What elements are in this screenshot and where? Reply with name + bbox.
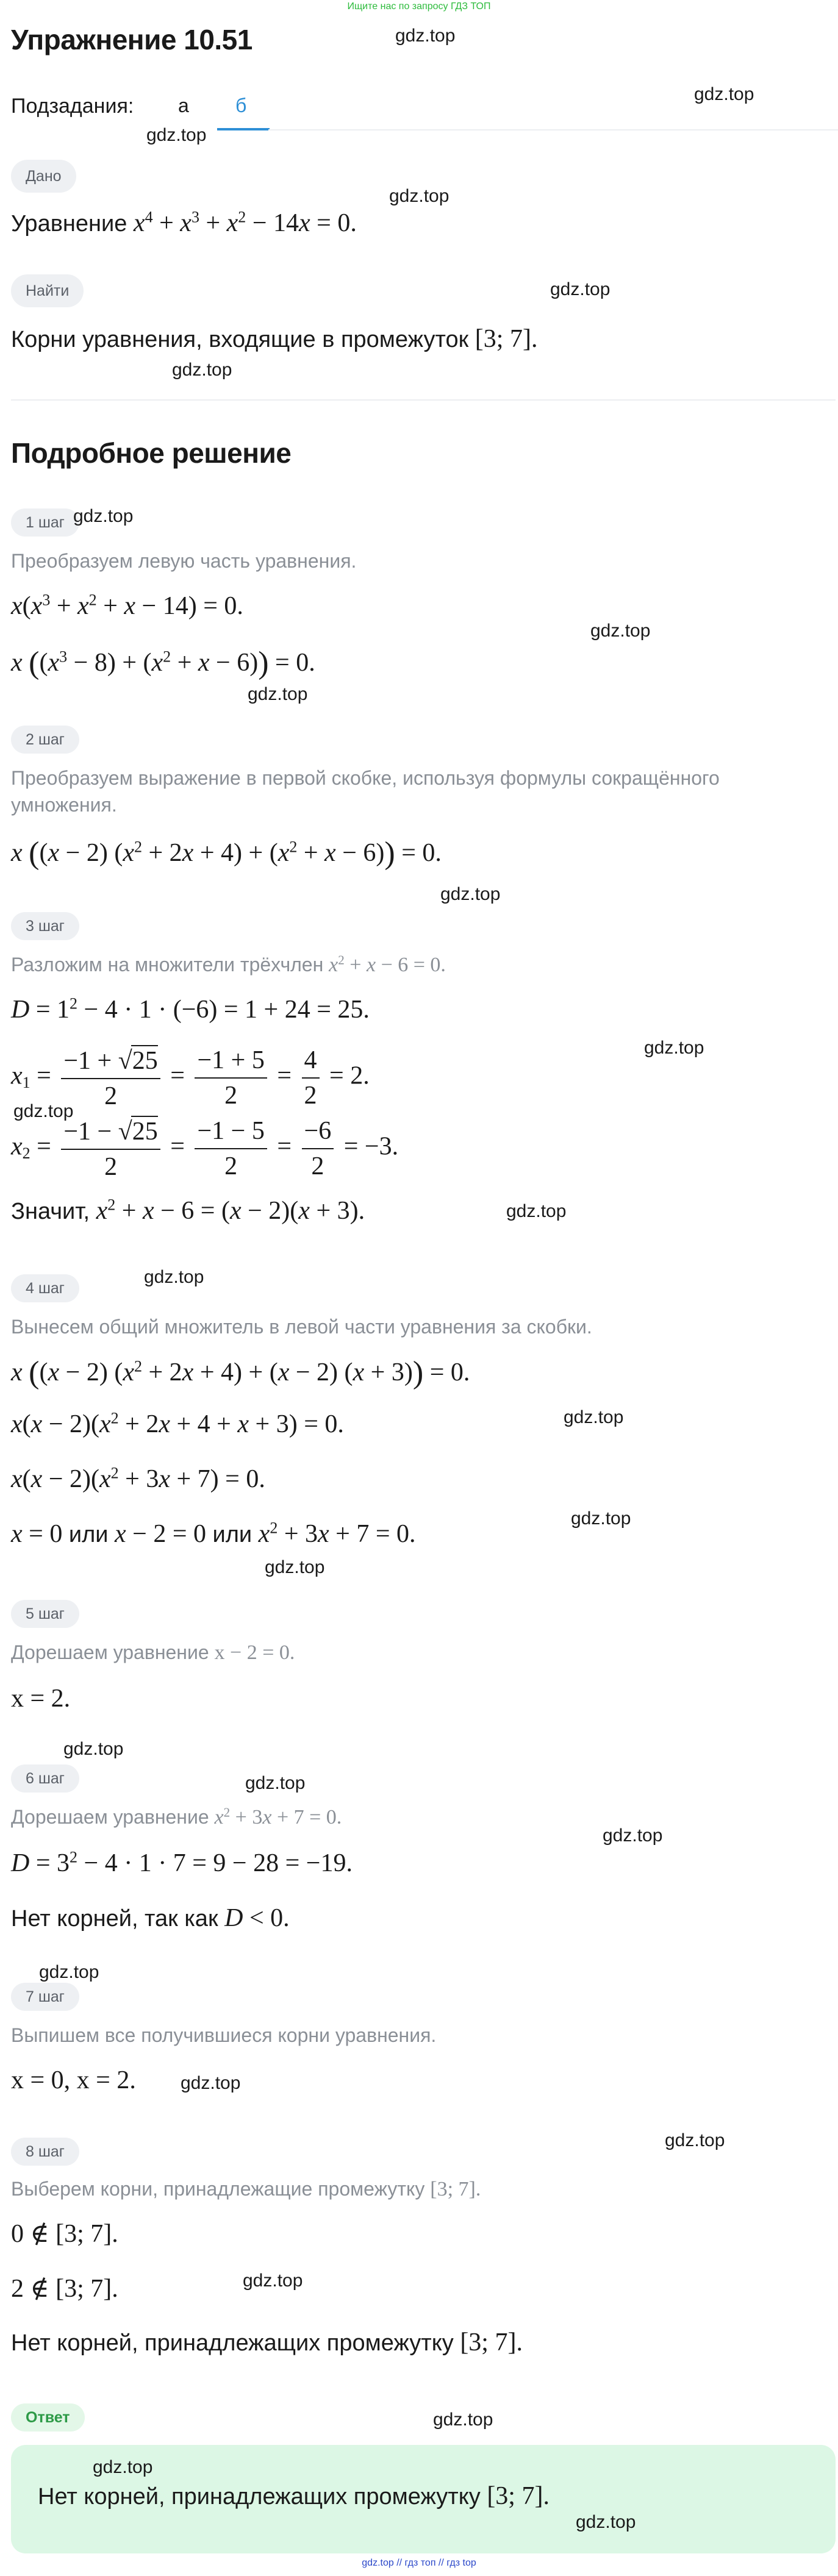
step4-or-2: или <box>212 1522 252 1547</box>
watermark: gdz.top <box>694 84 754 104</box>
watermark: gdz.top <box>550 279 611 299</box>
step5-result: x = 2. <box>11 1685 71 1713</box>
step3-discriminant: $D = 1^2 - 4 \cdot 1 \cdot (-6) = 1 + 24 = 25$. <box>11 994 370 1024</box>
watermark: gdz.top <box>389 186 449 206</box>
watermark: gdz.top <box>146 125 207 145</box>
watermark: gdz.top <box>248 684 308 704</box>
page-title: Упражнение 10.51 <box>11 24 252 55</box>
answer-text <box>38 2481 550 2511</box>
step1-eq2: x $((x^3 - 8) + (x^2 + x - 6)) = 0$. <box>11 646 315 680</box>
step4-eq1: x ((x − 2) $(x^2 + 2x + 4) + (x - 2) (x + 3)) = 0$. <box>11 1355 470 1390</box>
watermark: gdz.top <box>603 1825 663 1846</box>
step6-conclusion-math: D < 0. <box>224 1904 290 1932</box>
step8-conclusion-prefix: Нет корней, принадлежащих промежутку <box>11 2330 454 2356</box>
step8-desc-prefix: Выберем корни, принадлежащие промежутку <box>11 2178 425 2200</box>
step4-eq4: x = 0 или x − 2 = 0 или $x^2 + 3x + 7 = 0$. <box>11 1519 416 1548</box>
watermark: gdz.top <box>181 2073 241 2093</box>
watermark: gdz.top <box>172 360 232 380</box>
watermark: gdz.top <box>590 621 651 641</box>
step7-pill: 7 шаг <box>11 1983 79 2011</box>
watermark: gdz.top <box>395 26 456 46</box>
watermark: gdz.top <box>243 2271 303 2291</box>
find-pill: Найти <box>11 274 84 307</box>
step6-discriminant: $D = 3^2 - 4 \cdot 1 \cdot 7 = 9 - 28 = -19$. <box>11 1848 353 1877</box>
watermark: gdz.top <box>245 1773 306 1793</box>
solution-title: Подробное решение <box>11 437 292 469</box>
top-banner[interactable]: Ищите нас по запросу ГДЗ ТОП <box>347 1 491 12</box>
step1-pill: 1 шаг <box>11 508 79 537</box>
watermark: gdz.top <box>73 506 134 526</box>
step2-desc: Преобразуем выражение в первой скобке, используя формулы сокращённого умножения. <box>11 767 720 816</box>
step3-conclusion-prefix: Значит, <box>11 1199 90 1224</box>
answer-prefix: Нет корней, принадлежащих промежутку <box>38 2484 481 2510</box>
step4-eq2: $x(x - 2)(x^2 + 2x + 4 + x + 3) = 0$. <box>11 1409 344 1438</box>
step8-check2: 2 ∉ [3; 7]. <box>11 2275 118 2303</box>
watermark: gdz.top <box>564 1407 624 1427</box>
step6-desc-prefix: Дорешаем уравнение <box>11 1806 209 1828</box>
step4-or-1: или <box>68 1522 109 1547</box>
watermark: gdz.top <box>433 2410 493 2430</box>
watermark: gdz.top <box>39 1962 99 1982</box>
step3-desc-prefix: Разложим на множители трёхчлен <box>11 954 324 976</box>
step8-desc-math: [3; 7]. <box>430 2178 481 2200</box>
step1-desc: Преобразуем левую часть уравнения. <box>11 550 357 572</box>
step3-conclusion-math: $x^2 + x - 6 = (x - 2)(x + 3)$. <box>96 1196 365 1225</box>
step4-eq3: $x(x - 2)(x^2 + 3x + 7) = 0$. <box>11 1464 265 1493</box>
step5-desc <box>11 1641 295 1664</box>
subtasks-label: Подзадания: <box>11 95 134 118</box>
step6-pill: 6 шаг <box>11 1764 79 1793</box>
step8-pill: 8 шаг <box>11 2138 79 2166</box>
watermark: gdz.top <box>506 1201 567 1221</box>
tab-a[interactable]: а <box>178 95 189 116</box>
given-text <box>11 209 357 238</box>
step4-pill: 4 шаг <box>11 1274 79 1302</box>
step6-desc <box>11 1806 342 1829</box>
step1-eq1: $x(x^3 + x^2 + x - 14) = 0$. <box>11 591 243 620</box>
tab-active-indicator <box>217 128 270 130</box>
watermark: gdz.top <box>93 2457 153 2477</box>
step3-pill: 3 шаг <box>11 912 79 940</box>
given-prefix: Уравнение <box>11 211 127 237</box>
watermark: gdz.top <box>144 1267 204 1287</box>
step6-desc-math: $x^2 + 3x + 7 = 0$. <box>214 1805 342 1829</box>
answer-math: [3; 7]. <box>487 2482 550 2510</box>
divider <box>11 399 836 401</box>
step8-desc <box>11 2178 481 2201</box>
step3-desc <box>11 954 446 977</box>
watermark: gdz.top <box>576 2512 636 2532</box>
step7-desc: Выпишем все получившиеся корни уравнения. <box>11 2024 437 2046</box>
step3-x2: $x_2$ = $\frac{-1 - √25}{2}$ = $\frac{-1 - 5}{2}$ = $\frac{-6}{2}$ = −3. <box>11 1117 399 1181</box>
step8-conclusion <box>11 2328 523 2357</box>
answer-pill: Ответ <box>11 2403 85 2432</box>
tab-b[interactable]: б <box>235 95 247 116</box>
watermark: gdz.top <box>644 1038 704 1058</box>
step8-conclusion-math: [3; 7]. <box>460 2328 523 2357</box>
find-prefix: Корни уравнения, входящие в промежуток <box>11 327 469 352</box>
step2-eq: x ((x − 2) $(x^2 + 2x + 4) + (x^2 + x - 6)) = 0$. <box>11 836 442 871</box>
step3-desc-math: $x^2 + x - 6 = 0$. <box>329 952 446 976</box>
step6-conclusion-prefix: Нет корней, так как <box>11 1906 218 1932</box>
step7-result: x = 0, x = 2. <box>11 2066 136 2094</box>
watermark: gdz.top <box>13 1101 74 1121</box>
watermark: gdz.top <box>571 1508 631 1529</box>
given-equation: $x^4 + x^3 + x^2 - 14x = 0$. <box>133 208 357 237</box>
watermark: gdz.top <box>63 1739 124 1759</box>
step5-desc-math: x − 2 = 0. <box>214 1641 295 1664</box>
step2-pill: 2 шаг <box>11 726 79 754</box>
footer-links[interactable]: gdz.top // гдз топ // гдз top <box>362 2558 476 2568</box>
step3-conclusion <box>11 1196 365 1226</box>
step8-check1: 0 ∉ [3; 7]. <box>11 2220 118 2248</box>
watermark: gdz.top <box>440 884 501 904</box>
step3-x1: $x_1$ = $\frac{-1 + √25}{2}$ = $\frac{-1 + 5}{2}$ = $\frac{4}{2}$ = 2. <box>11 1046 370 1110</box>
step4-desc: Вынесем общий множитель в левой части уравнения за скобки. <box>11 1316 592 1338</box>
given-pill: Дано <box>11 160 76 193</box>
watermark: gdz.top <box>665 2130 725 2150</box>
step5-desc-prefix: Дорешаем уравнение <box>11 1641 209 1663</box>
find-interval: [3; 7]. <box>475 325 538 353</box>
find-text <box>11 324 537 354</box>
step5-pill: 5 шаг <box>11 1600 79 1628</box>
watermark: gdz.top <box>265 1557 325 1577</box>
tabs-divider <box>268 129 838 130</box>
step6-conclusion <box>11 1903 290 1933</box>
